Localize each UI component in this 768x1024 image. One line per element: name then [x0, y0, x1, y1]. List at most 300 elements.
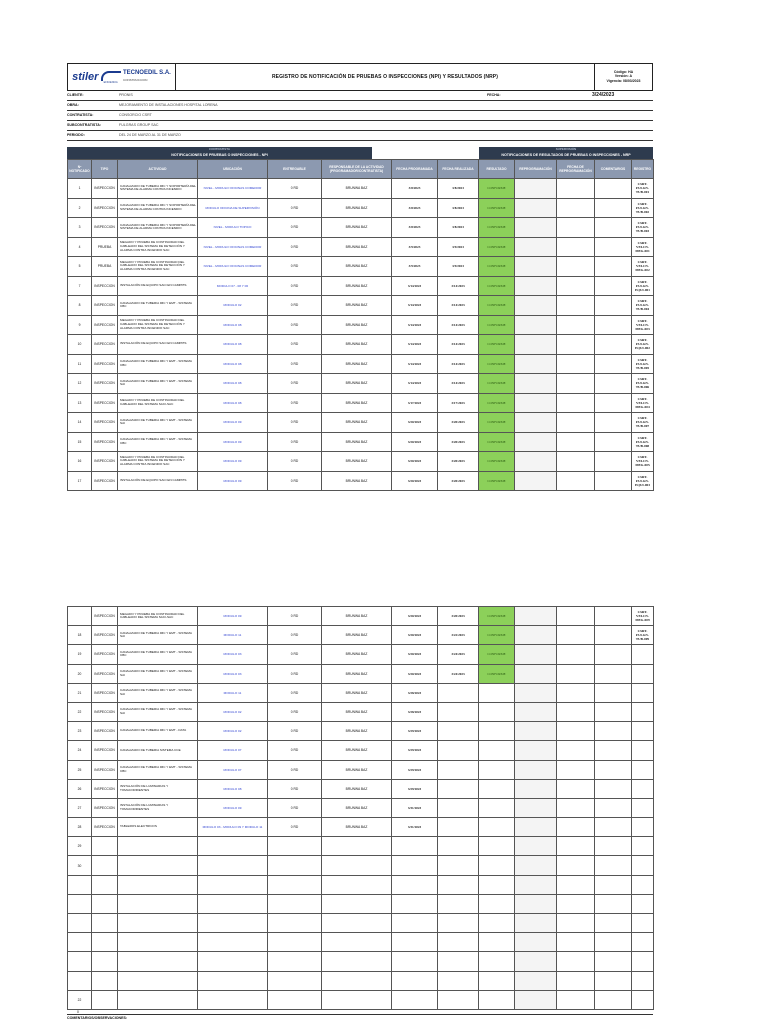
- comments-cell: [595, 179, 632, 199]
- scheduled-date-cell: 3/14/2023: [392, 296, 438, 316]
- reschedule-date-cell: [557, 875, 595, 894]
- table-row: [68, 315, 654, 335]
- row-number-cell: 3: [68, 218, 92, 238]
- table-row: [68, 393, 654, 413]
- result-cell: CONFORME: [479, 645, 515, 664]
- record-cell: [632, 894, 654, 913]
- completed-date-cell: 3/20/2023: [438, 432, 479, 452]
- result-cell: [479, 779, 515, 798]
- location-cell: MODULO 03 - MODULO 09 Y MODULO 11: [198, 818, 268, 837]
- responsible-cell: BRUNWA BAZ: [322, 722, 392, 741]
- subcontractor-value: FULGRAS GROUP SAC: [119, 123, 159, 127]
- reschedule-cell: [515, 393, 557, 413]
- reschedule-date-cell: [557, 276, 595, 296]
- type-cell: INSPECCION: [92, 276, 118, 296]
- deliverable-cell: 0 RD: [268, 626, 322, 645]
- comments-cell: [595, 237, 632, 257]
- activity-cell: MEGADO Y PRUEBA DE CONTINUIDAD DEL CABLEADO DEL SISTEMA DE DETECCIÓN Y ALARMA CONTRA INCENDIO SAC: [118, 257, 198, 277]
- reschedule-cell: [515, 779, 557, 798]
- document-header: [67, 63, 653, 91]
- reschedule-date-cell: [557, 971, 595, 990]
- responsible-cell: BRUNWA BAZ: [322, 198, 392, 218]
- completed-date-cell: 3/24/2023: [438, 645, 479, 664]
- completed-date-cell: [438, 798, 479, 817]
- responsible-cell: [322, 914, 392, 933]
- deliverable-cell: 0 RD: [268, 432, 322, 452]
- responsible-cell: BRUNWA BAZ: [322, 626, 392, 645]
- scheduled-date-cell: 3/31/2023: [392, 818, 438, 837]
- reschedule-cell: [515, 856, 557, 875]
- scheduled-date-cell: [392, 875, 438, 894]
- type-cell: INSPECCION: [92, 645, 118, 664]
- reschedule-cell: [515, 354, 557, 374]
- activity-cell: CANALIZADO DE TUBERIA IMC Y EMT - SISTEMA CBC: [118, 296, 198, 316]
- type-cell: INSPECCION: [92, 798, 118, 817]
- table-row: [68, 741, 654, 760]
- row-number-cell: 14: [68, 413, 92, 433]
- record-cell: [632, 818, 654, 837]
- comments-cell: [595, 952, 632, 971]
- row-number-cell: [68, 933, 92, 952]
- comments-cell: [595, 335, 632, 355]
- reschedule-date-cell: [557, 990, 595, 1009]
- responsible-cell: BRUNWA BAZ: [322, 452, 392, 472]
- reschedule-cell: [515, 971, 557, 990]
- subcontractor-label: SUBCONTRATISTA:: [67, 123, 102, 127]
- record-cell: CSRT-FULGN-TUB-001: [632, 179, 654, 199]
- type-cell: INSPECCION: [92, 432, 118, 452]
- table-row: [68, 894, 654, 913]
- row-number-cell: [68, 894, 92, 913]
- comments-cell: [595, 894, 632, 913]
- completed-date-cell: 3/20/2023: [438, 413, 479, 433]
- activity-cell: [118, 952, 198, 971]
- result-cell: CONFORME: [479, 393, 515, 413]
- completed-date-cell: 3/20/2023: [438, 607, 479, 626]
- reschedule-date-cell: [557, 198, 595, 218]
- type-cell: INSPECCION: [92, 393, 118, 413]
- npi-band: [67, 147, 372, 159]
- type-cell: INSPECCION: [92, 315, 118, 335]
- record-cell: [632, 837, 654, 856]
- column-header: Nº NOTIFICADO: [68, 160, 92, 179]
- table-row: [68, 471, 654, 491]
- type-cell: INSPECCION: [92, 218, 118, 238]
- activity-cell: CANALIZADO DE TUBERIA IMC Y EMT - SISTEMA CBC: [118, 645, 198, 664]
- type-cell: [92, 875, 118, 894]
- column-header: COMENTARIOS: [595, 160, 632, 179]
- deliverable-cell: 0 RD: [268, 452, 322, 472]
- document-version: Versión: A: [614, 74, 633, 79]
- activity-cell: [118, 875, 198, 894]
- contractor-label: CONTRATISTA:: [67, 113, 94, 117]
- activity-cell: MEGADO Y PRUEBA DE CONTINUIDAD DEL CABLEADO DEL SISTEMA SACI-SAC: [118, 607, 198, 626]
- completed-date-cell: [438, 914, 479, 933]
- comments-cell: [595, 296, 632, 316]
- activity-cell: INSTALACIÓN DE LUMINARIAS Y TOMACORRIENTES: [118, 798, 198, 817]
- result-cell: CONFORME: [479, 179, 515, 199]
- comments-cell: [595, 779, 632, 798]
- type-cell: INSPECCION: [92, 741, 118, 760]
- table-row: [68, 276, 654, 296]
- record-cell: [632, 779, 654, 798]
- deliverable-cell: 0 RD: [268, 413, 322, 433]
- completed-date-cell: [438, 683, 479, 702]
- completed-date-cell: [438, 952, 479, 971]
- row-number-cell: 12: [68, 374, 92, 394]
- row-number-cell: 21: [68, 683, 92, 702]
- contractor-row: [67, 111, 653, 121]
- scheduled-date-cell: 3/31/2023: [392, 798, 438, 817]
- responsible-cell: BRUNWA BAZ: [322, 645, 392, 664]
- completed-date-cell: [438, 971, 479, 990]
- record-cell: CSRT-FULGN-TUB-005: [632, 354, 654, 374]
- column-header: RESULTADO: [479, 160, 515, 179]
- responsible-cell: BRUNWA BAZ: [322, 664, 392, 683]
- location-cell: MODULO 03: [198, 645, 268, 664]
- result-cell: [479, 798, 515, 817]
- reschedule-date-cell: [557, 741, 595, 760]
- deliverable-cell: [268, 952, 322, 971]
- comments-cell: [595, 990, 632, 1009]
- responsible-cell: BRUNWA BAZ: [322, 179, 392, 199]
- location-cell: MODULO 09: [198, 452, 268, 472]
- location-cell: [198, 990, 268, 1009]
- scheduled-date-cell: 3/14/2023: [392, 315, 438, 335]
- project-value: MEJORAMIENTO DE INSTALACIONES HOSPITAL LORENA: [119, 103, 218, 107]
- result-cell: [479, 722, 515, 741]
- comments-cell: [595, 218, 632, 238]
- responsible-cell: [322, 952, 392, 971]
- deliverable-cell: 0 RD: [268, 393, 322, 413]
- deliverable-cell: 0 RD: [268, 664, 322, 683]
- location-cell: MODULO 09: [198, 798, 268, 817]
- reschedule-cell: [515, 933, 557, 952]
- location-cell: MODULO 03: [198, 664, 268, 683]
- activity-cell: CANALIZADO DE TUBERIA IMC Y EMT - SISTEMA CBC: [118, 432, 198, 452]
- scheduled-date-cell: 3/9/2023: [392, 237, 438, 257]
- responsible-cell: BRUNWA BAZ: [322, 818, 392, 837]
- activity-cell: MEGADO Y PRUEBA DE CONTINUIDAD DEL CABLEADO DEL SISTEMA DE DETECCIÓN Y ALARMA CONTRA INCENDIO SAC: [118, 237, 198, 257]
- reschedule-date-cell: [557, 837, 595, 856]
- activity-cell: CANALIZADO DE TUBERIA IMC Y EMT - SISTEMA SAI: [118, 626, 198, 645]
- type-cell: INSPECCION: [92, 818, 118, 837]
- column-header: TIPO: [92, 160, 118, 179]
- responsible-cell: BRUNWA BAZ: [322, 315, 392, 335]
- table-row: [68, 933, 654, 952]
- activity-cell: MEGADO Y PRUEBA DE CONTINUIDAD DEL CABLEADO DEL SISTEMA SACI-SAC: [118, 393, 198, 413]
- reschedule-cell: [515, 315, 557, 335]
- record-cell: CSRT-FULGN-TUB-006: [632, 374, 654, 394]
- scheduled-date-cell: 3/20/2023: [392, 607, 438, 626]
- responsible-cell: BRUNWA BAZ: [322, 760, 392, 779]
- type-cell: INSPECCION: [92, 471, 118, 491]
- deliverable-cell: 0 RD: [268, 276, 322, 296]
- scheduled-date-cell: 3/20/2023: [392, 413, 438, 433]
- deliverable-cell: [268, 971, 322, 990]
- record-cell: CSRT-VELCN-MEG-009: [632, 607, 654, 626]
- reschedule-cell: [515, 432, 557, 452]
- record-cell: CSRT-FULGN-EQUI-001: [632, 276, 654, 296]
- column-header: FECHA DE REPROGRAMACIÓN: [557, 160, 595, 179]
- completed-date-cell: 3/9/2023: [438, 237, 479, 257]
- scheduled-date-cell: 3/8/2023: [392, 179, 438, 199]
- reschedule-date-cell: [557, 818, 595, 837]
- responsible-cell: [322, 856, 392, 875]
- row-number-cell: 22: [68, 990, 92, 1009]
- responsible-cell: BRUNWA BAZ: [322, 374, 392, 394]
- comments-label: COMENTARIOS/OBSERVACIONES:: [67, 1014, 653, 1020]
- location-cell: NIVEL - MODULO OFICINAS COMEDOR: [198, 237, 268, 257]
- eficiencia-logo-text: EFICIENCIA: [103, 80, 118, 84]
- record-cell: CSRT-VELCN-MEG-005: [632, 452, 654, 472]
- location-cell: MODULO 07: [198, 760, 268, 779]
- reschedule-cell: [515, 296, 557, 316]
- reschedule-date-cell: [557, 413, 595, 433]
- responsible-cell: BRUNWA BAZ: [322, 432, 392, 452]
- reschedule-cell: [515, 894, 557, 913]
- activity-cell: CANALIZADO DE TUBERIA IMC Y SOPORTERÍA DEL SISTEMA DE ALARMA CONTRA INCENDIO: [118, 198, 198, 218]
- column-header: FECHA PROGRAMADA: [392, 160, 438, 179]
- completed-date-cell: 3/14/2023: [438, 276, 479, 296]
- result-cell: CONFORME: [479, 198, 515, 218]
- npi-band-owner: CONTRATISTA: [208, 147, 231, 151]
- table-row: [68, 798, 654, 817]
- table-row: [68, 607, 654, 626]
- scheduled-date-cell: 3/28/2023: [392, 702, 438, 721]
- record-cell: CSRT-FULGN-TUB-009: [632, 626, 654, 645]
- location-cell: MODULO 08: [198, 315, 268, 335]
- register-table-2: [67, 606, 654, 1010]
- deliverable-cell: [268, 837, 322, 856]
- activity-cell: CANALIZADO DE TUBERIA IMC Y SOPORTERÍA DEL SISTEMA DE ALARMA CONTRA INCENDIO: [118, 218, 198, 238]
- responsible-cell: BRUNWA BAZ: [322, 257, 392, 277]
- scheduled-date-cell: 3/8/2023: [392, 218, 438, 238]
- scheduled-date-cell: 3/14/2023: [392, 374, 438, 394]
- location-cell: NIVEL - MODULO TOPICO: [198, 218, 268, 238]
- comments-cell: [595, 257, 632, 277]
- location-cell: MODULO 11: [198, 683, 268, 702]
- responsible-cell: BRUNWA BAZ: [322, 393, 392, 413]
- scheduled-date-cell: [392, 914, 438, 933]
- table-row: [68, 626, 654, 645]
- completed-date-cell: [438, 760, 479, 779]
- activity-cell: INSTALACIÓN DE LUMINARIAS Y TOMACORRIENTES: [118, 779, 198, 798]
- comments-cell: [595, 914, 632, 933]
- tecnoedil-logo: [123, 70, 171, 84]
- responsible-cell: BRUNWA BAZ: [322, 237, 392, 257]
- table-row: [68, 198, 654, 218]
- record-cell: [632, 702, 654, 721]
- record-cell: [632, 990, 654, 1009]
- result-cell: [479, 875, 515, 894]
- table-row: [68, 722, 654, 741]
- table-row: [68, 914, 654, 933]
- deliverable-cell: 0 RD: [268, 237, 322, 257]
- comments-cell: [595, 683, 632, 702]
- activity-cell: CANALIZADO DE TUBERIA IMC Y EMT - DATA: [118, 722, 198, 741]
- location-cell: MODULO OFICINA DE SUPERVISIÓN: [198, 198, 268, 218]
- npi-band-title: NOTIFICACIONES DE PRUEBAS O INSPECCIONES - NPI: [171, 153, 268, 157]
- responsible-cell: [322, 837, 392, 856]
- reschedule-cell: [515, 664, 557, 683]
- type-cell: [92, 894, 118, 913]
- record-cell: [632, 760, 654, 779]
- column-header: ENTREGABLE: [268, 160, 322, 179]
- table-row: [68, 237, 654, 257]
- scheduled-date-cell: 3/14/2023: [392, 276, 438, 296]
- completed-date-cell: [438, 856, 479, 875]
- responsible-cell: [322, 990, 392, 1009]
- result-cell: [479, 990, 515, 1009]
- table-row: [68, 683, 654, 702]
- table-row: [68, 179, 654, 199]
- location-cell: MODULO 07 - 08 Y 06: [198, 276, 268, 296]
- completed-date-cell: 3/22/2023: [438, 626, 479, 645]
- comments-cell: [595, 645, 632, 664]
- responsible-cell: [322, 894, 392, 913]
- section-bands: [67, 147, 653, 159]
- type-cell: [92, 837, 118, 856]
- comments-cell: [595, 702, 632, 721]
- record-cell: CSRT-FULGN-TUB-007: [632, 413, 654, 433]
- row-number-cell: 30: [68, 856, 92, 875]
- completed-date-cell: 3/20/2023: [438, 452, 479, 472]
- reschedule-date-cell: [557, 335, 595, 355]
- result-cell: CONFORME: [479, 607, 515, 626]
- stiler-logo: stiler: [72, 71, 99, 83]
- deliverable-cell: 0 RD: [268, 760, 322, 779]
- location-cell: MODULO 02: [198, 296, 268, 316]
- reschedule-date-cell: [557, 779, 595, 798]
- scheduled-date-cell: [392, 990, 438, 1009]
- scheduled-date-cell: [392, 952, 438, 971]
- row-number-cell: 13: [68, 393, 92, 413]
- responsible-cell: BRUNWA BAZ: [322, 702, 392, 721]
- type-cell: INSPECCION: [92, 413, 118, 433]
- table-header-row: [68, 160, 654, 179]
- type-cell: PRUEBA: [92, 257, 118, 277]
- completed-date-cell: 3/8/2023: [438, 218, 479, 238]
- location-cell: MODULO 02: [198, 702, 268, 721]
- client-label: CLIENTE:: [67, 93, 84, 97]
- table-row: [68, 335, 654, 355]
- reschedule-cell: [515, 452, 557, 472]
- deliverable-cell: 0 RD: [268, 645, 322, 664]
- completed-date-cell: [438, 837, 479, 856]
- scheduled-date-cell: [392, 933, 438, 952]
- record-cell: CSRT-VELCN-MEG-002: [632, 257, 654, 277]
- reschedule-date-cell: [557, 432, 595, 452]
- record-cell: [632, 952, 654, 971]
- type-cell: INSPECCION: [92, 452, 118, 472]
- deliverable-cell: 0 RD: [268, 607, 322, 626]
- comments-cell: [595, 760, 632, 779]
- table-row: [68, 702, 654, 721]
- table-row: [68, 452, 654, 472]
- comments-cell: [595, 276, 632, 296]
- deliverable-cell: 0 RD: [268, 471, 322, 491]
- reschedule-date-cell: [557, 645, 595, 664]
- scheduled-date-cell: 3/20/2023: [392, 471, 438, 491]
- result-cell: CONFORME: [479, 471, 515, 491]
- table-row: [68, 779, 654, 798]
- deliverable-cell: 0 RD: [268, 374, 322, 394]
- deliverable-cell: 0 RD: [268, 722, 322, 741]
- reschedule-date-cell: [557, 952, 595, 971]
- reschedule-cell: [515, 471, 557, 491]
- row-number-cell: 26: [68, 779, 92, 798]
- reschedule-cell: [515, 818, 557, 837]
- completed-date-cell: [438, 894, 479, 913]
- record-cell: [632, 914, 654, 933]
- row-number-cell: 28: [68, 818, 92, 837]
- reschedule-cell: [515, 741, 557, 760]
- type-cell: [92, 952, 118, 971]
- responsible-cell: BRUNWA BAZ: [322, 354, 392, 374]
- reschedule-date-cell: [557, 471, 595, 491]
- deliverable-cell: 0 RD: [268, 218, 322, 238]
- row-number-cell: 29: [68, 837, 92, 856]
- comments-cell: [595, 393, 632, 413]
- result-cell: CONFORME: [479, 432, 515, 452]
- type-cell: [92, 971, 118, 990]
- row-number-cell: 15: [68, 432, 92, 452]
- location-cell: MODULO 09: [198, 413, 268, 433]
- record-cell: [632, 664, 654, 683]
- completed-date-cell: 3/24/2023: [438, 664, 479, 683]
- responsible-cell: [322, 875, 392, 894]
- comments-cell: [595, 798, 632, 817]
- reschedule-cell: [515, 875, 557, 894]
- reschedule-cell: [515, 722, 557, 741]
- row-number-cell: 8: [68, 296, 92, 316]
- date-label: FECHA:: [487, 93, 501, 97]
- activity-cell: CANALIZADO DE TUBERIA IMC Y EMT - SISTEMA SAI: [118, 683, 198, 702]
- responsible-cell: BRUNWA BAZ: [322, 798, 392, 817]
- record-cell: CSRT-VELCN-MEG-004: [632, 393, 654, 413]
- completed-date-cell: 3/8/2023: [438, 179, 479, 199]
- responsible-cell: BRUNWA BAZ: [322, 683, 392, 702]
- comments-cell: [595, 626, 632, 645]
- type-cell: INSPECCION: [92, 779, 118, 798]
- reschedule-cell: [515, 607, 557, 626]
- result-cell: CONFORME: [479, 413, 515, 433]
- type-cell: INSPECCION: [92, 607, 118, 626]
- completed-date-cell: 3/14/2023: [438, 335, 479, 355]
- row-number-cell: 2: [68, 198, 92, 218]
- completed-date-cell: [438, 779, 479, 798]
- table-row: [68, 952, 654, 971]
- reschedule-date-cell: [557, 218, 595, 238]
- record-cell: [632, 971, 654, 990]
- record-cell: [632, 722, 654, 741]
- eficiencia-mark-icon: [101, 71, 121, 81]
- result-cell: [479, 760, 515, 779]
- reschedule-cell: [515, 276, 557, 296]
- result-cell: [479, 818, 515, 837]
- comments-cell: [595, 452, 632, 472]
- reschedule-cell: [515, 952, 557, 971]
- scheduled-date-cell: 3/9/2023: [392, 257, 438, 277]
- completed-date-cell: 3/14/2023: [438, 354, 479, 374]
- reschedule-cell: [515, 626, 557, 645]
- row-number-cell: 27: [68, 798, 92, 817]
- table-row: [68, 354, 654, 374]
- record-cell: [632, 798, 654, 817]
- type-cell: INSPECCION: [92, 374, 118, 394]
- result-cell: CONFORME: [479, 296, 515, 316]
